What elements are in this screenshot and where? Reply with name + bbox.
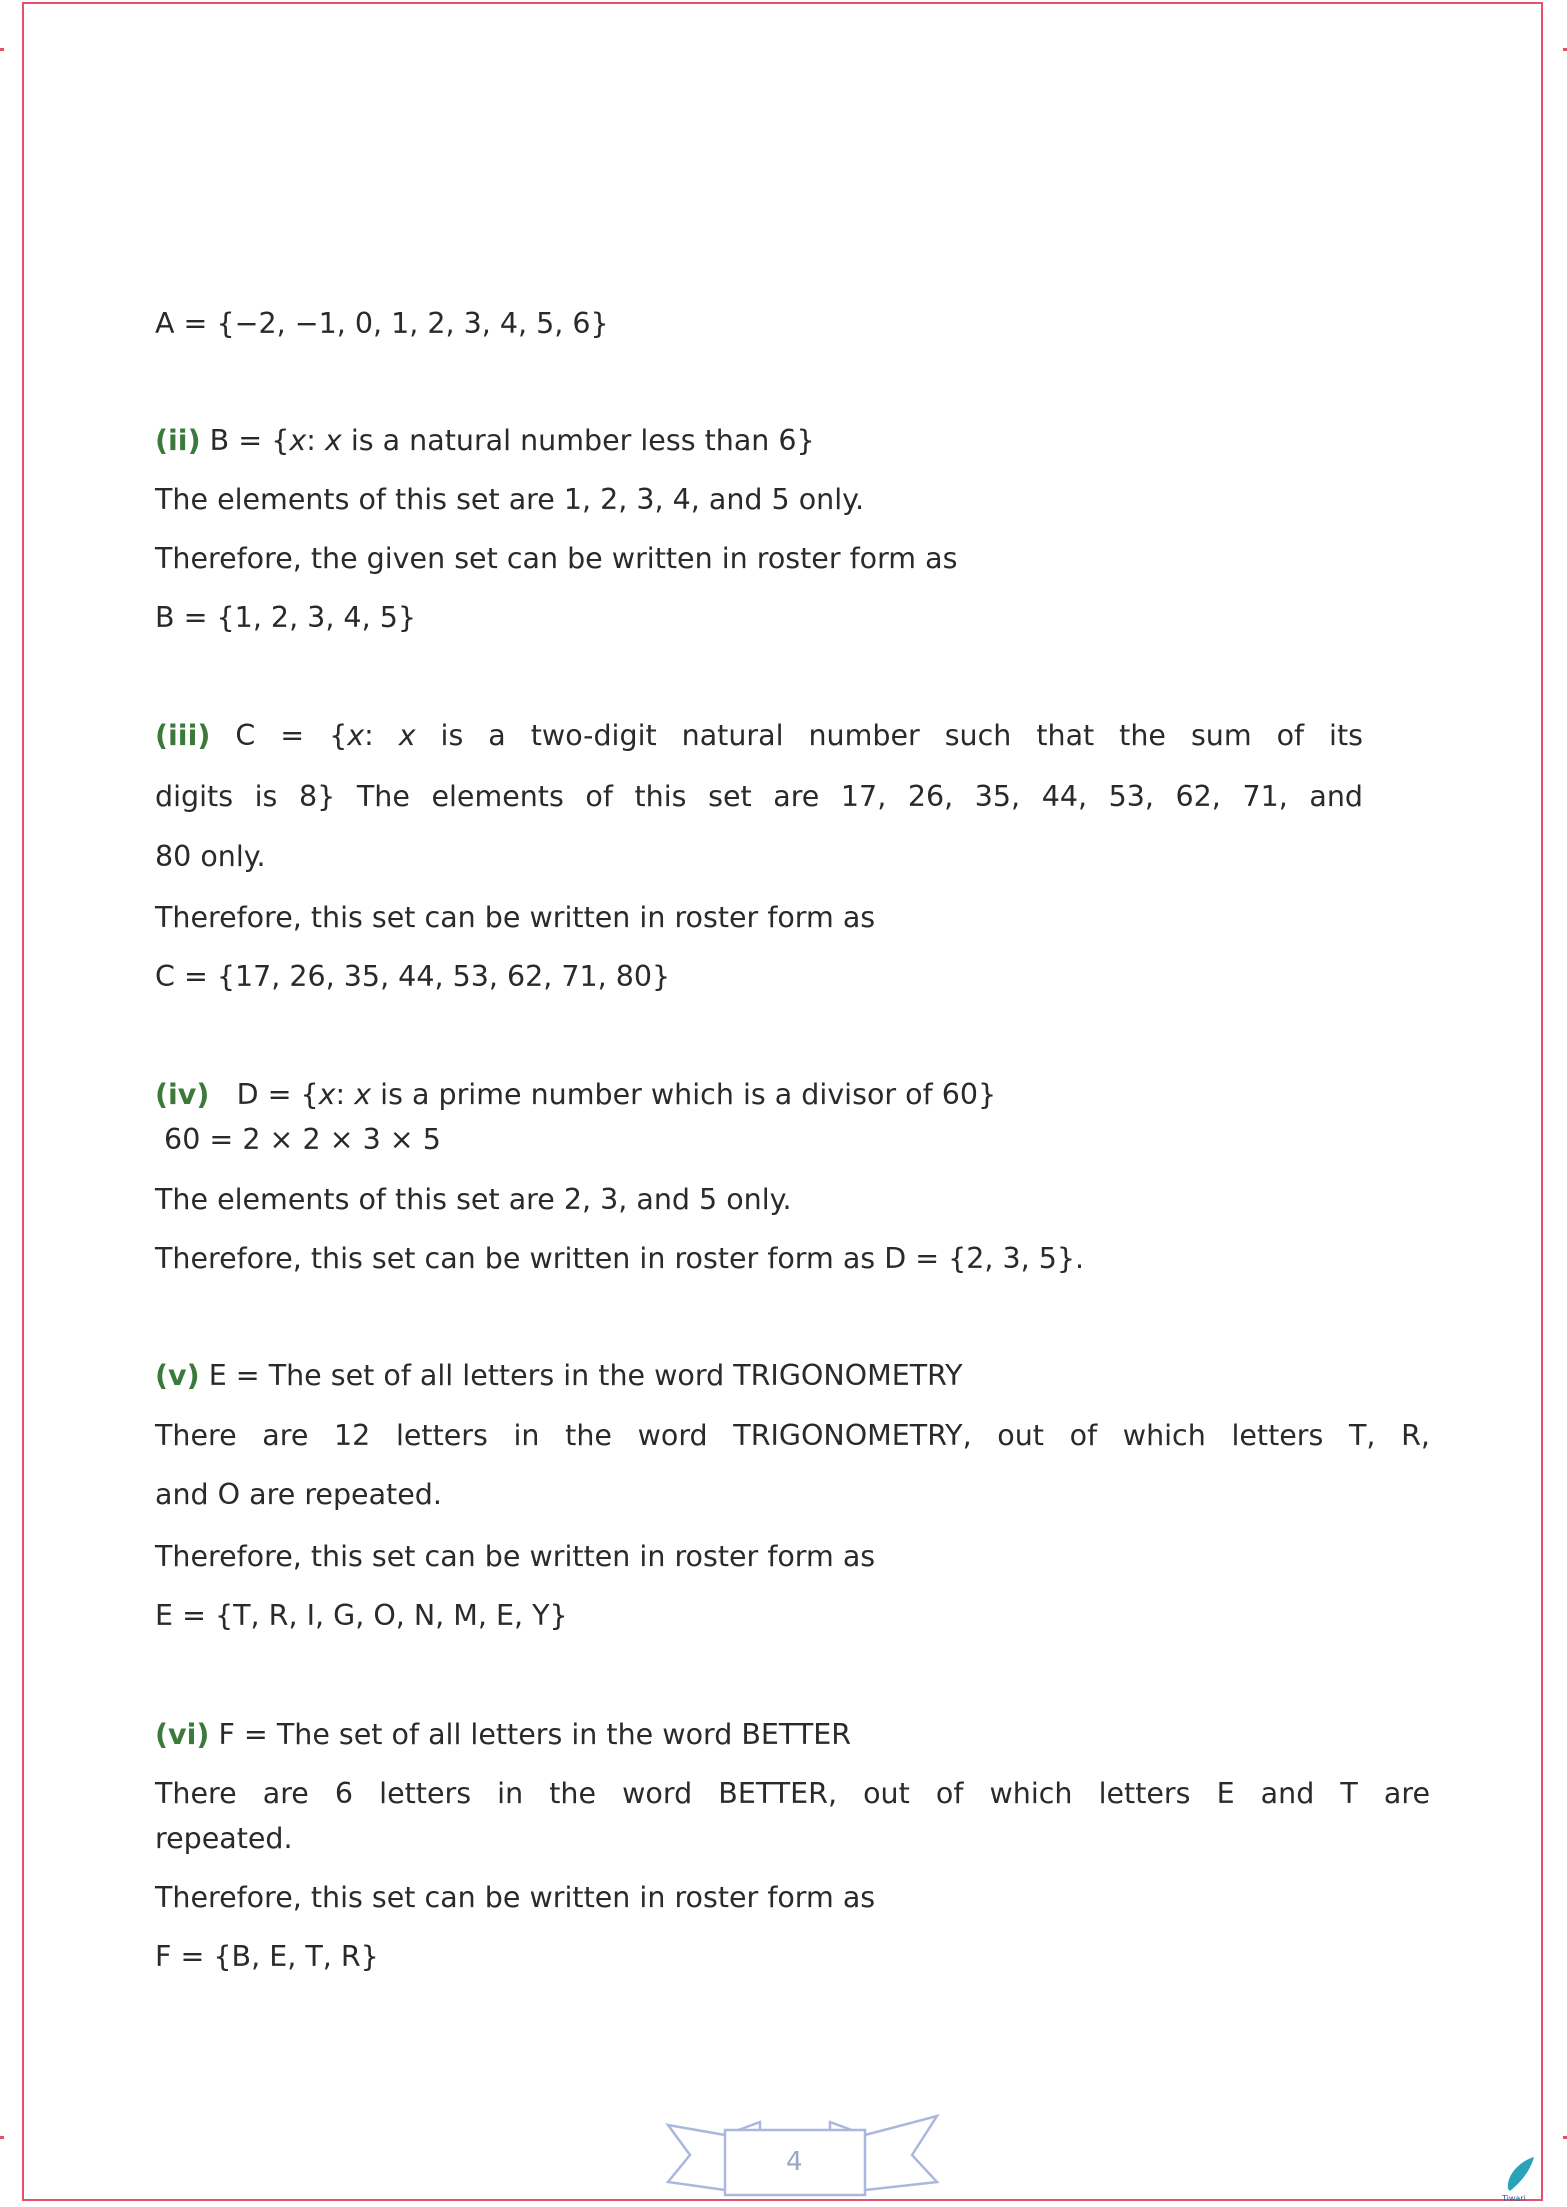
text-segment: C = {17, 26, 35, 44, 53, 62, 71, 80} — [155, 960, 671, 993]
text-segment: and O are repeated. — [155, 1478, 442, 1511]
tiwari-logo — [1500, 2155, 1540, 2203]
text-line — [155, 959, 670, 995]
text-line — [155, 839, 266, 875]
text-segment: The elements of this set are 2, 3, and 5 only. — [155, 1183, 792, 1216]
text-line — [155, 1182, 792, 1218]
text-line — [155, 1717, 851, 1753]
text-line — [155, 306, 609, 342]
variable-x: x — [354, 1078, 372, 1111]
text-segment: A = {−2, −1, 0, 1, 2, 3, 4, 5, 6} — [155, 307, 609, 340]
text-line — [155, 1241, 1084, 1277]
variable-x: x — [289, 424, 307, 457]
text-line — [155, 1880, 875, 1916]
text-segment: is a natural number less than 6} — [341, 424, 815, 457]
text-line — [155, 1821, 293, 1857]
text-segment: Therefore, this set can be written in roster form as — [155, 1540, 876, 1573]
text-segment: B = {1, 2, 3, 4, 5} — [155, 601, 416, 634]
text-line — [155, 541, 957, 577]
variable-x: x — [347, 719, 365, 752]
text-segment: digits is 8} The elements of this set are 17, 26, 35, 44, 53, 62, 71, and — [155, 780, 1363, 813]
text-segment: : — [306, 424, 325, 457]
text-segment: E = The set of all letters in the word TRIGONOMETRY — [199, 1359, 963, 1392]
part-label: (iv) — [155, 1078, 210, 1111]
text-line — [155, 482, 864, 518]
crop-mark — [0, 2136, 4, 2139]
text-line — [155, 1418, 1430, 1454]
variable-x: x — [398, 719, 416, 752]
text-segment: Therefore, the given set can be written in roster form as — [155, 542, 958, 575]
text-line — [155, 779, 1363, 815]
part-label: (iii) — [155, 719, 211, 752]
text-segment: D = { — [209, 1078, 319, 1111]
text-segment: 60 = 2 × 2 × 3 × 5 — [155, 1123, 441, 1156]
text-segment: is a two-digit natural number such that the sum of its — [415, 719, 1363, 752]
text-line — [155, 1077, 996, 1113]
text-line — [155, 1776, 1430, 1812]
text-segment: F = {B, E, T, R} — [155, 1940, 379, 1973]
text-line — [155, 1939, 379, 1975]
text-segment: : — [335, 1078, 355, 1111]
text-segment: Therefore, this set can be written in roster form as — [155, 1881, 876, 1914]
text-line — [155, 900, 875, 936]
text-segment: The elements of this set are 1, 2, 3, 4, and 5 only. — [155, 483, 865, 516]
text-line — [155, 600, 416, 636]
crop-mark — [1563, 2136, 1567, 2139]
crop-mark — [0, 48, 4, 51]
text-segment: E = {T, R, I, G, O, N, M, E, Y} — [155, 1599, 568, 1632]
text-line — [155, 1122, 441, 1158]
text-segment: : — [364, 719, 399, 752]
svg-text:Tiwari: Tiwari — [1502, 2194, 1526, 2203]
text-line — [155, 1539, 875, 1575]
variable-x: x — [324, 424, 342, 457]
text-segment: There are 6 letters in the word BETTER, out of which letters E and T are — [155, 1777, 1430, 1810]
text-line — [155, 718, 1363, 754]
text-segment: is a prime number which is a divisor of 60} — [371, 1078, 997, 1111]
text-line — [155, 1598, 568, 1634]
part-label: (v) — [155, 1359, 200, 1392]
text-segment: F = The set of all letters in the word BETTER — [209, 1718, 852, 1751]
page-number: 4 — [786, 2147, 803, 2177]
text-line — [155, 1358, 963, 1394]
text-segment: Therefore, this set can be written in roster form as — [155, 901, 876, 934]
text-segment: repeated. — [155, 1822, 293, 1855]
text-line — [155, 1477, 442, 1513]
part-label: (vi) — [155, 1718, 210, 1751]
text-segment: B = { — [200, 424, 290, 457]
text-segment: 80 only. — [155, 840, 266, 873]
text-segment: C = { — [210, 719, 348, 752]
text-segment: Therefore, this set can be written in roster form as D = {2, 3, 5}. — [155, 1242, 1085, 1275]
crop-mark — [1563, 48, 1567, 51]
variable-x: x — [318, 1078, 336, 1111]
text-segment: There are 12 letters in the word TRIGONOMETRY, out of which letters T, R, — [155, 1419, 1430, 1452]
part-label: (ii) — [155, 424, 201, 457]
text-line — [155, 423, 815, 459]
